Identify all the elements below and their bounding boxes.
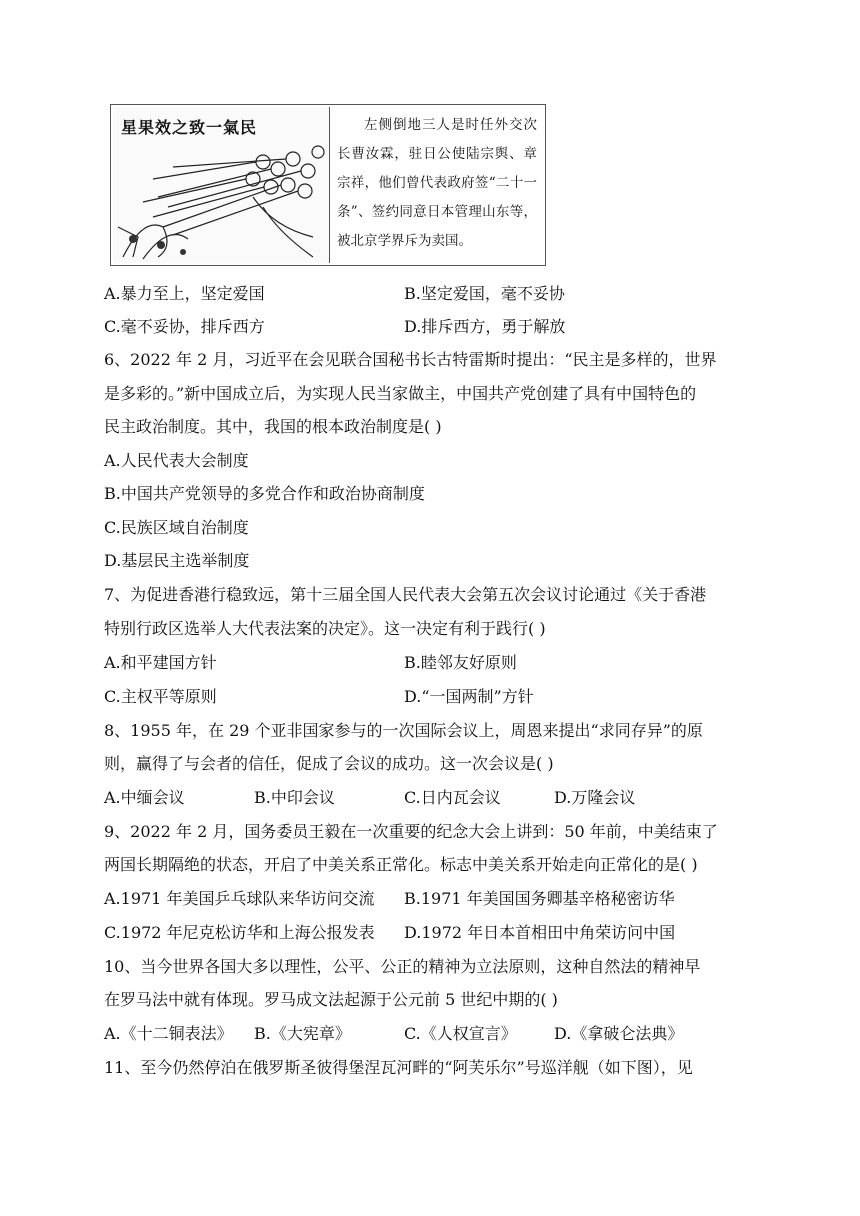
- q9-stem-line2: 两国长期隔绝的状态，开启了中美关系正常化。标志中美关系开始走向正常化的是( ): [104, 855, 698, 874]
- q10-option-d[interactable]: D.《拿破仑法典》: [554, 1024, 684, 1043]
- cartoon-figure: [110, 104, 546, 266]
- q10-option-b[interactable]: B.《大宪章》: [254, 1024, 351, 1043]
- q9-option-a[interactable]: A.1971 年美国乒乓球队来华访问交流: [104, 889, 375, 908]
- q11-stem-line1: 11、至今仍然停泊在俄罗斯圣彼得堡涅瓦河畔的“阿芙乐尔”号巡洋舰（如下图），见: [104, 1058, 693, 1077]
- q6-stem-line2: 是多彩的。”新中国成立后，为实现人民当家做主，中国共产党创建了具有中国特色的: [104, 384, 697, 403]
- q9-stem-line1: 9、2022 年 2 月，国务委员王毅在一次重要的纪念大会上讲到：50 年前，中美结束了: [104, 822, 718, 841]
- q7-option-c[interactable]: C.主权平等原则: [104, 687, 217, 706]
- q6-option-c[interactable]: C.民族区域自治制度: [104, 518, 249, 537]
- q6-option-b[interactable]: B.中国共产党领导的多党合作和政治协商制度: [104, 484, 425, 503]
- q8-option-d[interactable]: D.万隆会议: [554, 788, 636, 807]
- q6-stem-line3: 民主政治制度。其中，我国的根本政治制度是( ): [104, 417, 442, 436]
- crowd-illustration: [113, 107, 329, 263]
- q8-option-c[interactable]: C.日内瓦会议: [404, 788, 501, 807]
- q5-option-b[interactable]: B.坚定爱国，毫不妥协: [404, 284, 565, 303]
- q6-stem-line1: 6、2022 年 2 月，习近平在会见联合国秘书长古特雷斯时提出：“民主是多样的，世界: [104, 350, 717, 369]
- q5-option-d[interactable]: D.排斥西方，勇于解放: [404, 317, 566, 336]
- q7-stem-line2: 特别行政区选举人大代表法案的决定》。这一决定有利于践行( ): [104, 619, 546, 638]
- q8-option-a[interactable]: A.中缅会议: [104, 788, 185, 807]
- q9-option-c[interactable]: C.1972 年尼克松访华和上海公报发表: [104, 923, 375, 942]
- q9-option-d[interactable]: D.1972 年日本首相田中角荣访问中国: [404, 923, 676, 942]
- cartoon-title: 星果效之致一氣民: [121, 118, 258, 137]
- q7-option-a[interactable]: A.和平建国方针: [104, 653, 217, 672]
- q7-option-d[interactable]: D.“一国两制”方针: [404, 687, 534, 706]
- q8-option-b[interactable]: B.中印会议: [254, 788, 335, 807]
- q8-stem-line2: 则，赢得了与会者的信任，促成了会议的成功。这一次会议是( ): [104, 754, 554, 773]
- figure-caption: 左侧倒地三人是时任外交次长曹汝霖，驻日公使陆宗舆、章宗祥，他们曾代表政府签“二十一条”、签约同意日本管理山东等，被北京学界斥为卖国。: [337, 117, 537, 249]
- q5-option-a[interactable]: A.暴力至上，坚定爱国: [104, 284, 265, 303]
- q6-option-a[interactable]: A.人民代表大会制度: [104, 451, 249, 470]
- q8-stem-line1: 8、1955 年，在 29 个亚非国家参与的一次国际会议上，周恩来提出“求同存异”的原: [104, 721, 703, 740]
- q7-option-b[interactable]: B.睦邻友好原则: [404, 653, 517, 672]
- cartoon-image: [113, 107, 330, 263]
- q10-stem-line1: 10、当今世界各国大多以理性，公平、公正的精神为立法原则，这种自然法的精神早: [104, 957, 701, 976]
- q10-stem-line2: 在罗马法中就有体现。罗马成文法起源于公元前 5 世纪中期的( ): [104, 990, 558, 1009]
- q10-option-a[interactable]: A.《十二铜表法》: [104, 1024, 233, 1043]
- q9-option-b[interactable]: B.1971 年美国国务卿基辛格秘密访华: [404, 889, 675, 908]
- q7-stem-line1: 7、为促进香港行稳致远，第十三届全国人民代表大会第五次会议讨论通过《关于香港: [104, 585, 707, 604]
- q5-option-c[interactable]: C.毫不妥协，排斥西方: [104, 317, 265, 336]
- q10-option-c[interactable]: C.《人权宣言》: [404, 1024, 517, 1043]
- q6-option-d[interactable]: D.基层民主选举制度: [104, 551, 250, 570]
